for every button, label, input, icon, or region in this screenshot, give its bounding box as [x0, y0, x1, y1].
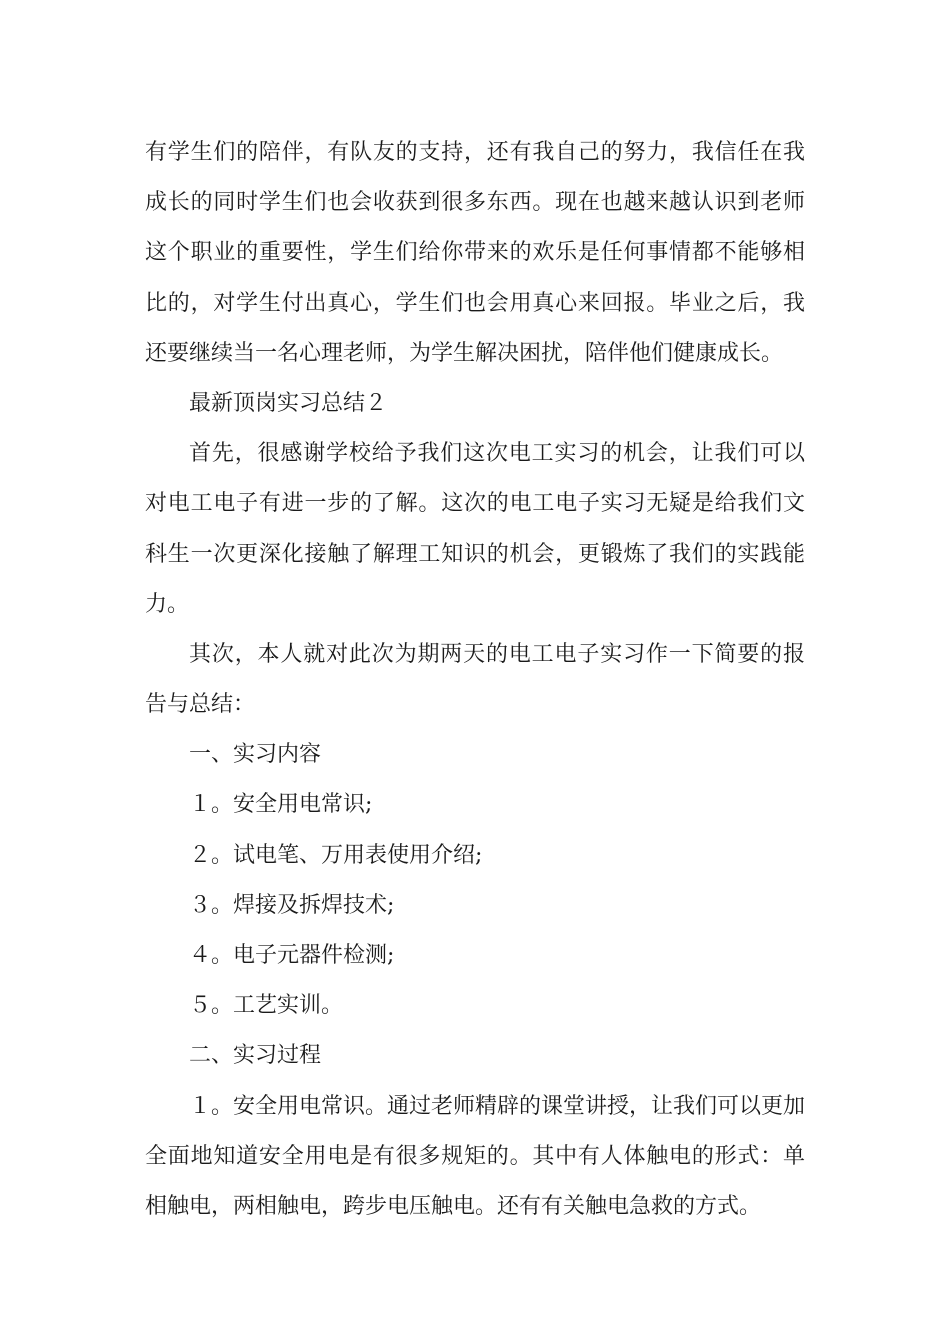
document-page	[145, 128, 805, 1232]
paragraph-line: 还要继续当一名心理老师，为学生解决困扰，陪伴他们健康成长。	[145, 340, 784, 366]
paragraph-line: 这个职业的重要性，学生们给你带来的欢乐是任何事情都不能够相	[145, 240, 805, 266]
paragraph-line: 全面地知道安全用电是有很多规矩的。其中有人体触电的形式：单	[145, 1143, 805, 1169]
list-item: １。安全用电常识;	[189, 792, 373, 818]
paragraph-line: 成长的同时学生们也会收获到很多东西。现在也越来越认识到老师	[145, 190, 805, 216]
list-item: ４。电子元器件检测;	[189, 943, 395, 968]
section-heading: 一、实习内容	[189, 742, 322, 768]
list-item: ５。工艺实训。	[189, 993, 344, 1019]
paragraph-line: 相触电，两相触电，跨步电压触电。还有有关触电急救的方式。	[145, 1193, 762, 1219]
paragraph-line: 有学生们的陪伴，有队友的支持，还有我自己的努力，我信任在我	[145, 140, 805, 165]
list-item: ２。试电笔、万用表使用介绍;	[189, 842, 483, 868]
paragraph-line: １。安全用电常识。通过老师精辟的课堂讲授，让我们可以更加	[189, 1093, 806, 1119]
paragraph-line: 首先，很感谢学校给予我们这次电工实习的机会，让我们可以	[189, 441, 805, 467]
section-title: 最新顶岗实习总结２	[189, 390, 388, 416]
paragraph-line: 其次，本人就对此次为期两天的电工电子实习作一下简要的报	[189, 641, 805, 667]
section-heading: 二、实习过程	[189, 1043, 322, 1069]
paragraph-line: 力。	[145, 591, 190, 617]
paragraph-line: 科生一次更深化接触了解理工知识的机会，更锻炼了我们的实践能	[145, 541, 805, 567]
list-item: ３。焊接及拆焊技术;	[189, 892, 395, 918]
paragraph-line: 比的，对学生付出真心，学生们也会用真心来回报。毕业之后，我	[145, 290, 805, 316]
paragraph-line: 对电工电子有进一步的了解。这次的电工电子实习无疑是给我们文	[145, 491, 805, 517]
paragraph-line: 告与总结：	[145, 692, 256, 718]
